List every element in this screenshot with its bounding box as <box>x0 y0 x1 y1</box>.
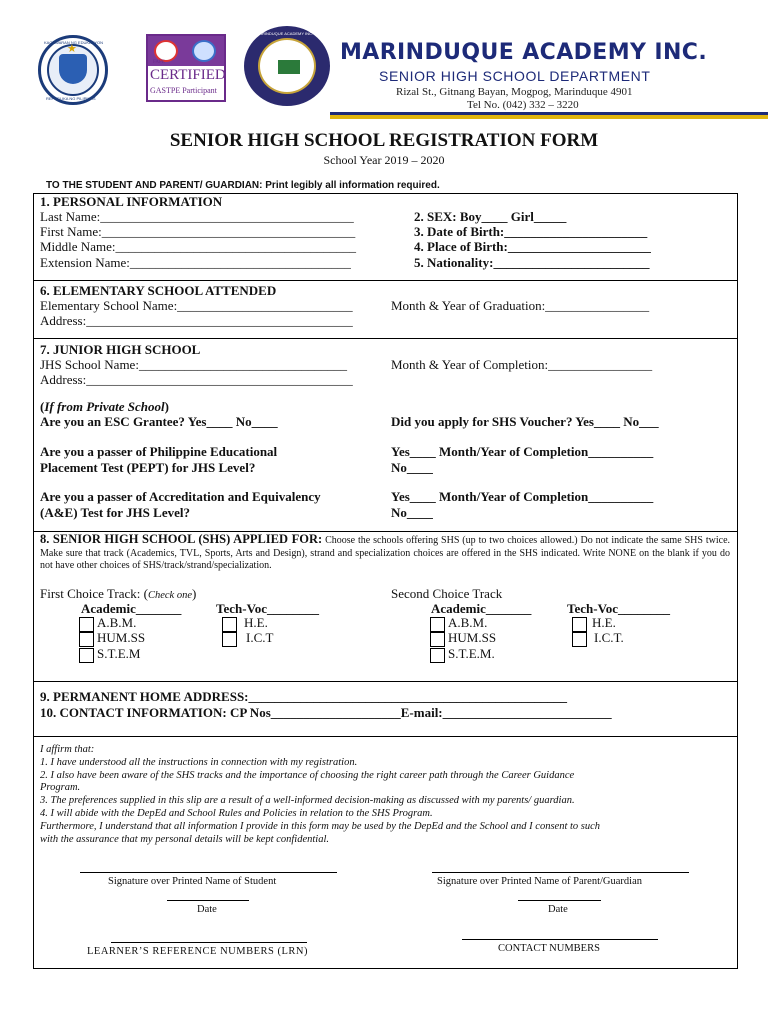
parent-date-label: Date <box>548 904 568 915</box>
pept-yes-field[interactable]: Yes____ Month/Year of Completion__________ <box>391 444 654 459</box>
middle-name-field[interactable]: Middle Name:_____________________________________ <box>40 239 356 254</box>
affirm-furthermore: Furthermore, I understand that all information I provide in this form may be used by the DepEd and the School and I consent to such <box>40 821 601 832</box>
jhs-completion-field[interactable]: Month & Year of Completion:________________ <box>391 357 653 372</box>
second-ict-label: I.C.T. <box>594 630 624 645</box>
lrn-label: LEARNER’S REFERENCE NUMBERS (LRN) <box>87 946 308 957</box>
first-academic-field[interactable]: Academic_______ <box>81 601 182 616</box>
ae-no-field[interactable]: No____ <box>391 505 433 520</box>
second-abm-label: A.B.M. <box>448 615 488 630</box>
private-school-note <box>40 399 169 415</box>
pept-no-field[interactable]: No____ <box>391 460 433 475</box>
shs-note: Choose the schools offering SHS (up to two choices allowed.) Do not indicate the same SHS twice. Make sure that track (Academics, TVL, Sports, Arts and Design), strand and specialization choices are offered in the SHS indicated. Write NONE on the blank if you do not have other choices of SHS/track/strand/specialization. <box>40 535 731 571</box>
jhs-address-field[interactable]: Address:_________________________________________ <box>40 372 353 387</box>
ae-question-line2: (A&E) Test for JHS Level? <box>40 505 190 520</box>
elementary-address-field[interactable]: Address:_________________________________________ <box>40 313 353 328</box>
permanent-address-field[interactable]: 9. PERMANENT HOME ADDRESS:_________________________________________________ <box>40 689 568 704</box>
first-name-field[interactable]: First Name:_______________________________________ <box>40 224 356 239</box>
first-choice-close: ) <box>192 586 197 601</box>
nationality-field[interactable]: 5. Nationality:________________________ <box>414 255 650 270</box>
school-name: MARINDUQUE ACADEMY INC. <box>340 40 708 65</box>
school-year: School Year 2019 – 2020 <box>323 153 445 167</box>
affirm-furthermore-cont: with the assurance that my personal details will be kept confidential. <box>40 834 330 845</box>
first-stem-label: S.T.E.M <box>97 646 141 661</box>
shs-voucher-question[interactable]: Did you apply for SHS Voucher? Yes____ No___ <box>391 414 659 429</box>
esc-grantee-question[interactable]: Are you an ESC Grantee? Yes____ No____ <box>40 414 278 429</box>
form-title: SENIOR HIGH SCHOOL REGISTRATION FORM <box>169 130 599 151</box>
shs-heading: 8. SENIOR HIGH SCHOOL (SHS) APPLIED FOR: <box>40 532 323 546</box>
divider-2 <box>33 338 738 339</box>
first-abm-label: A.B.M. <box>97 615 137 630</box>
ma-seal-year: 1946 <box>274 82 292 91</box>
divider-4 <box>33 681 738 682</box>
cert-subtitle: GASTPE Participant <box>150 86 217 95</box>
first-ict-checkbox[interactable] <box>222 632 237 647</box>
contact-information-field[interactable]: 10. CONTACT INFORMATION: CP Nos____________________E-mail:__________________________ <box>40 705 612 720</box>
second-he-checkbox[interactable] <box>572 617 587 632</box>
second-stem-checkbox[interactable] <box>430 648 445 663</box>
deped-mini-logo-icon <box>192 40 216 62</box>
first-abm-checkbox[interactable] <box>79 617 94 632</box>
first-techvoc-field[interactable]: Tech-Voc________ <box>216 601 320 616</box>
second-he-label: H.E. <box>592 615 616 630</box>
private-note-open: ( <box>40 399 45 414</box>
divider-5 <box>33 736 738 737</box>
contact-numbers-label: CONTACT NUMBERS <box>498 943 600 954</box>
ma-seal-book-icon <box>278 60 300 74</box>
student-signature-line[interactable] <box>80 872 337 873</box>
second-ict-checkbox[interactable] <box>572 632 587 647</box>
cert-small-text: FAPE <box>153 60 165 65</box>
department-name: SENIOR HIGH SCHOOL DEPARTMENT <box>379 68 651 84</box>
extension-name-field[interactable]: Extension Name:__________________________________ <box>40 255 351 270</box>
fape-logo-icon <box>154 40 178 62</box>
check-one-note: Check one <box>147 590 193 601</box>
date-of-birth-field[interactable]: 3. Date of Birth:______________________ <box>414 224 648 239</box>
pept-question-line2: Placement Test (PEPT) for JHS Level? <box>40 460 256 475</box>
elementary-heading: 6. ELEMENTARY SCHOOL ATTENDED <box>40 283 277 298</box>
first-ict-label: I.C.T <box>246 630 274 645</box>
lrn-line[interactable] <box>111 942 307 943</box>
first-humss-checkbox[interactable] <box>79 632 94 647</box>
shs-applied-block <box>40 533 730 573</box>
pept-question-line1: Are you a passer of Philippine Educational <box>40 444 278 459</box>
ae-yes-field[interactable]: Yes____ Month/Year of Completion__________ <box>391 489 654 504</box>
first-he-label: H.E. <box>244 615 268 630</box>
affirm-item-2-cont: Program. <box>40 782 81 793</box>
first-stem-checkbox[interactable] <box>79 648 94 663</box>
parent-signature-label: Signature over Printed Name of Parent/Guardian <box>437 876 642 887</box>
cert-word: CERTIFIED <box>150 67 226 83</box>
student-date-line[interactable] <box>167 900 249 901</box>
first-he-checkbox[interactable] <box>222 617 237 632</box>
jhs-school-field[interactable]: JHS School Name:________________________________ <box>40 357 347 372</box>
second-techvoc-field[interactable]: Tech-Voc________ <box>567 601 671 616</box>
header-rule-gold <box>330 115 768 119</box>
second-abm-checkbox[interactable] <box>430 617 445 632</box>
student-date-label: Date <box>197 904 217 915</box>
affirm-item-4: 4. I will abide with the DepEd and School Rules and Policies in relation to the SHS Program. <box>40 808 433 819</box>
deped-seal-shield-icon <box>59 54 87 84</box>
deped-seal-star-icon: ★ <box>67 43 77 55</box>
second-humss-checkbox[interactable] <box>430 632 445 647</box>
sex-field[interactable]: 2. SEX: Boy____ Girl_____ <box>414 209 567 224</box>
first-choice-text: First Choice Track: ( <box>40 586 148 601</box>
private-note-text: If from Private School <box>44 399 165 414</box>
divider-1 <box>33 280 738 281</box>
deped-seal-text-top: KAGAWARAN NG EDUKASYON <box>44 40 104 45</box>
place-of-birth-field[interactable]: 4. Place of Birth:______________________ <box>414 239 651 254</box>
ae-question-line1: Are you a passer of Accreditation and Equivalency <box>40 489 321 504</box>
ma-seal-top-text: MARINDUQUE ACADEMY INC. <box>256 31 314 36</box>
elementary-school-field[interactable]: Elementary School Name:___________________________ <box>40 298 353 313</box>
second-humss-label: HUM.SS <box>448 630 497 645</box>
personal-info-heading: 1. PERSONAL INFORMATION <box>40 194 223 209</box>
jhs-heading: 7. JUNIOR HIGH SCHOOL <box>40 342 201 357</box>
deped-seal-text-bottom: REPUBLIKA NG PILIPINAS <box>46 96 96 101</box>
first-humss-label: HUM.SS <box>97 630 146 645</box>
private-note-close: ) <box>164 399 169 414</box>
second-stem-label: S.T.E.M. <box>448 646 495 661</box>
instructions: TO THE STUDENT AND PARENT/ GUARDIAN: Print legibly all information required. <box>46 180 440 191</box>
contact-numbers-line[interactable] <box>462 939 658 940</box>
last-name-field[interactable]: Last Name:_______________________________________ <box>40 209 354 224</box>
second-academic-field[interactable]: Academic_______ <box>431 601 532 616</box>
second-choice-label: Second Choice Track <box>391 586 503 601</box>
graduation-date-field[interactable]: Month & Year of Graduation:________________ <box>391 298 650 313</box>
marinduque-academy-seal <box>244 26 330 106</box>
school-tel: Tel No. (042) 332 – 3220 <box>467 99 579 111</box>
student-signature-label: Signature over Printed Name of Student <box>108 876 277 887</box>
parent-date-line[interactable] <box>518 900 601 901</box>
affirm-item-2: 2. I also have been aware of the SHS tracks and the importance of choosing the right career path through the Career Guidance <box>40 770 575 781</box>
first-choice-label <box>40 586 196 602</box>
affirm-item-3: 3. The preferences supplied in this slip are a result of a well-informed decision-making as discussed with my parents/ guardian. <box>40 795 575 806</box>
school-address: Rizal St., Gitnang Bayan, Mogpog, Marinduque 4901 <box>396 86 633 98</box>
affirm-item-1: 1. I have understood all the instructions in connection with my registration. <box>40 757 358 768</box>
affirm-intro: I affirm that: <box>40 744 95 755</box>
deped-seal <box>38 35 108 105</box>
parent-signature-line[interactable] <box>432 872 689 873</box>
